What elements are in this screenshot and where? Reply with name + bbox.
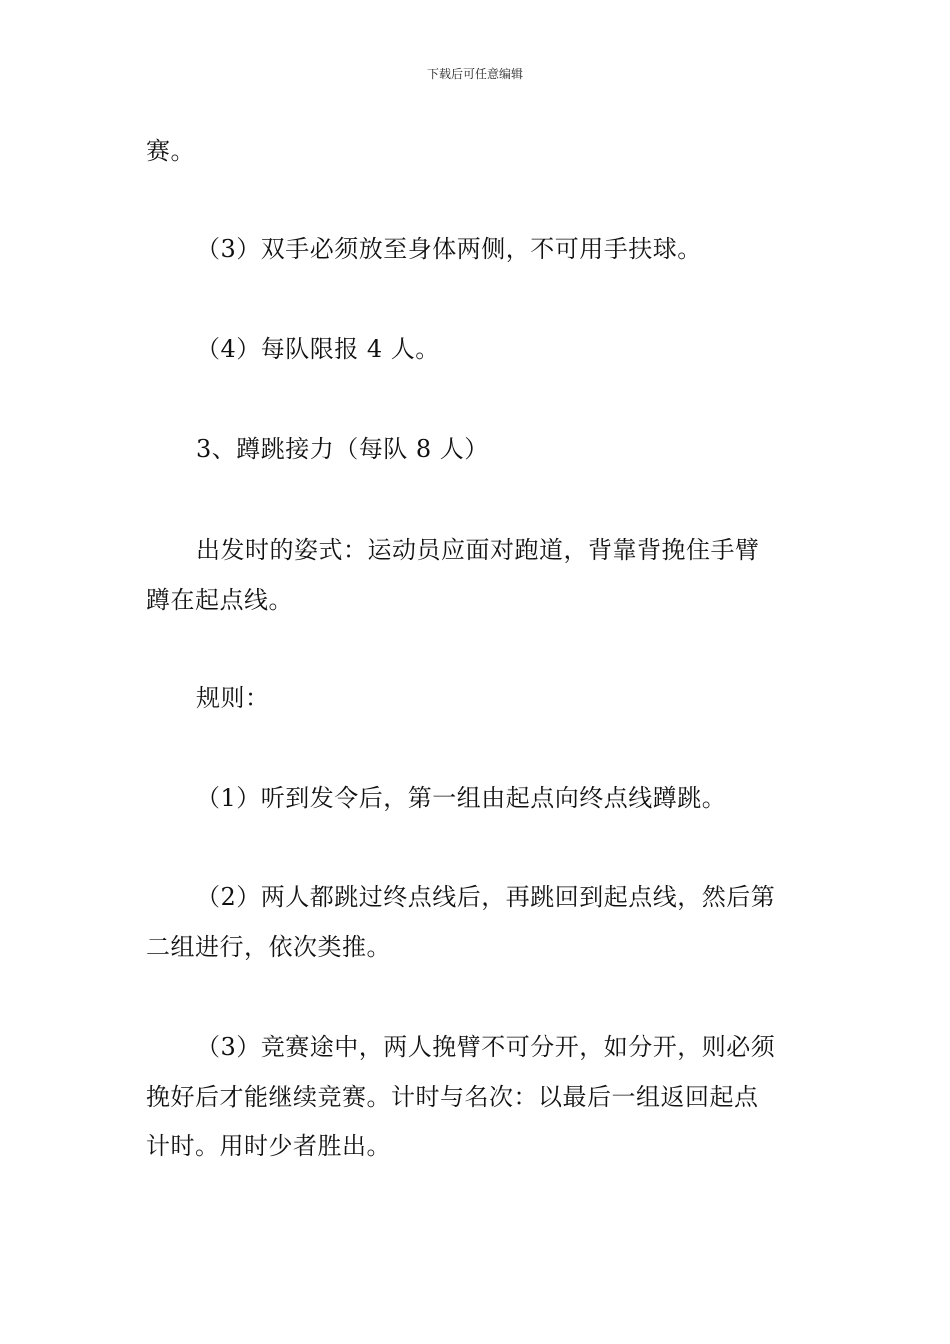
- text-line: 规则：: [196, 684, 270, 712]
- text-line: 蹲在起点线。: [146, 586, 293, 614]
- text-line: （3）竞赛途中，两人挽臂不可分开，如分开，则必须: [196, 1033, 776, 1061]
- text-line: 3、蹲跳接力（每队 8 人）: [196, 435, 489, 463]
- text-line: （1）听到发令后，第一组由起点向终点线蹲跳。: [196, 784, 727, 812]
- text-line: （2）两人都跳过终点线后，再跳回到起点线，然后第: [196, 883, 776, 911]
- page-header: 下载后可任意编辑: [426, 67, 523, 81]
- text-line: 赛。: [146, 137, 195, 165]
- text-line: 出发时的姿式：运动员应面对跑道，背靠背挽住手臂: [196, 536, 760, 564]
- text-line: 计时。用时少者胜出。: [146, 1132, 391, 1160]
- text-line: 二组进行，依次类推。: [146, 933, 391, 961]
- text-line: （3）双手必须放至身体两侧，不可用手扶球。: [196, 235, 702, 263]
- text-line: 挽好后才能继续竞赛。计时与名次：以最后一组返回起点: [146, 1083, 759, 1111]
- text-line: （4）每队限报 4 人。: [196, 335, 440, 363]
